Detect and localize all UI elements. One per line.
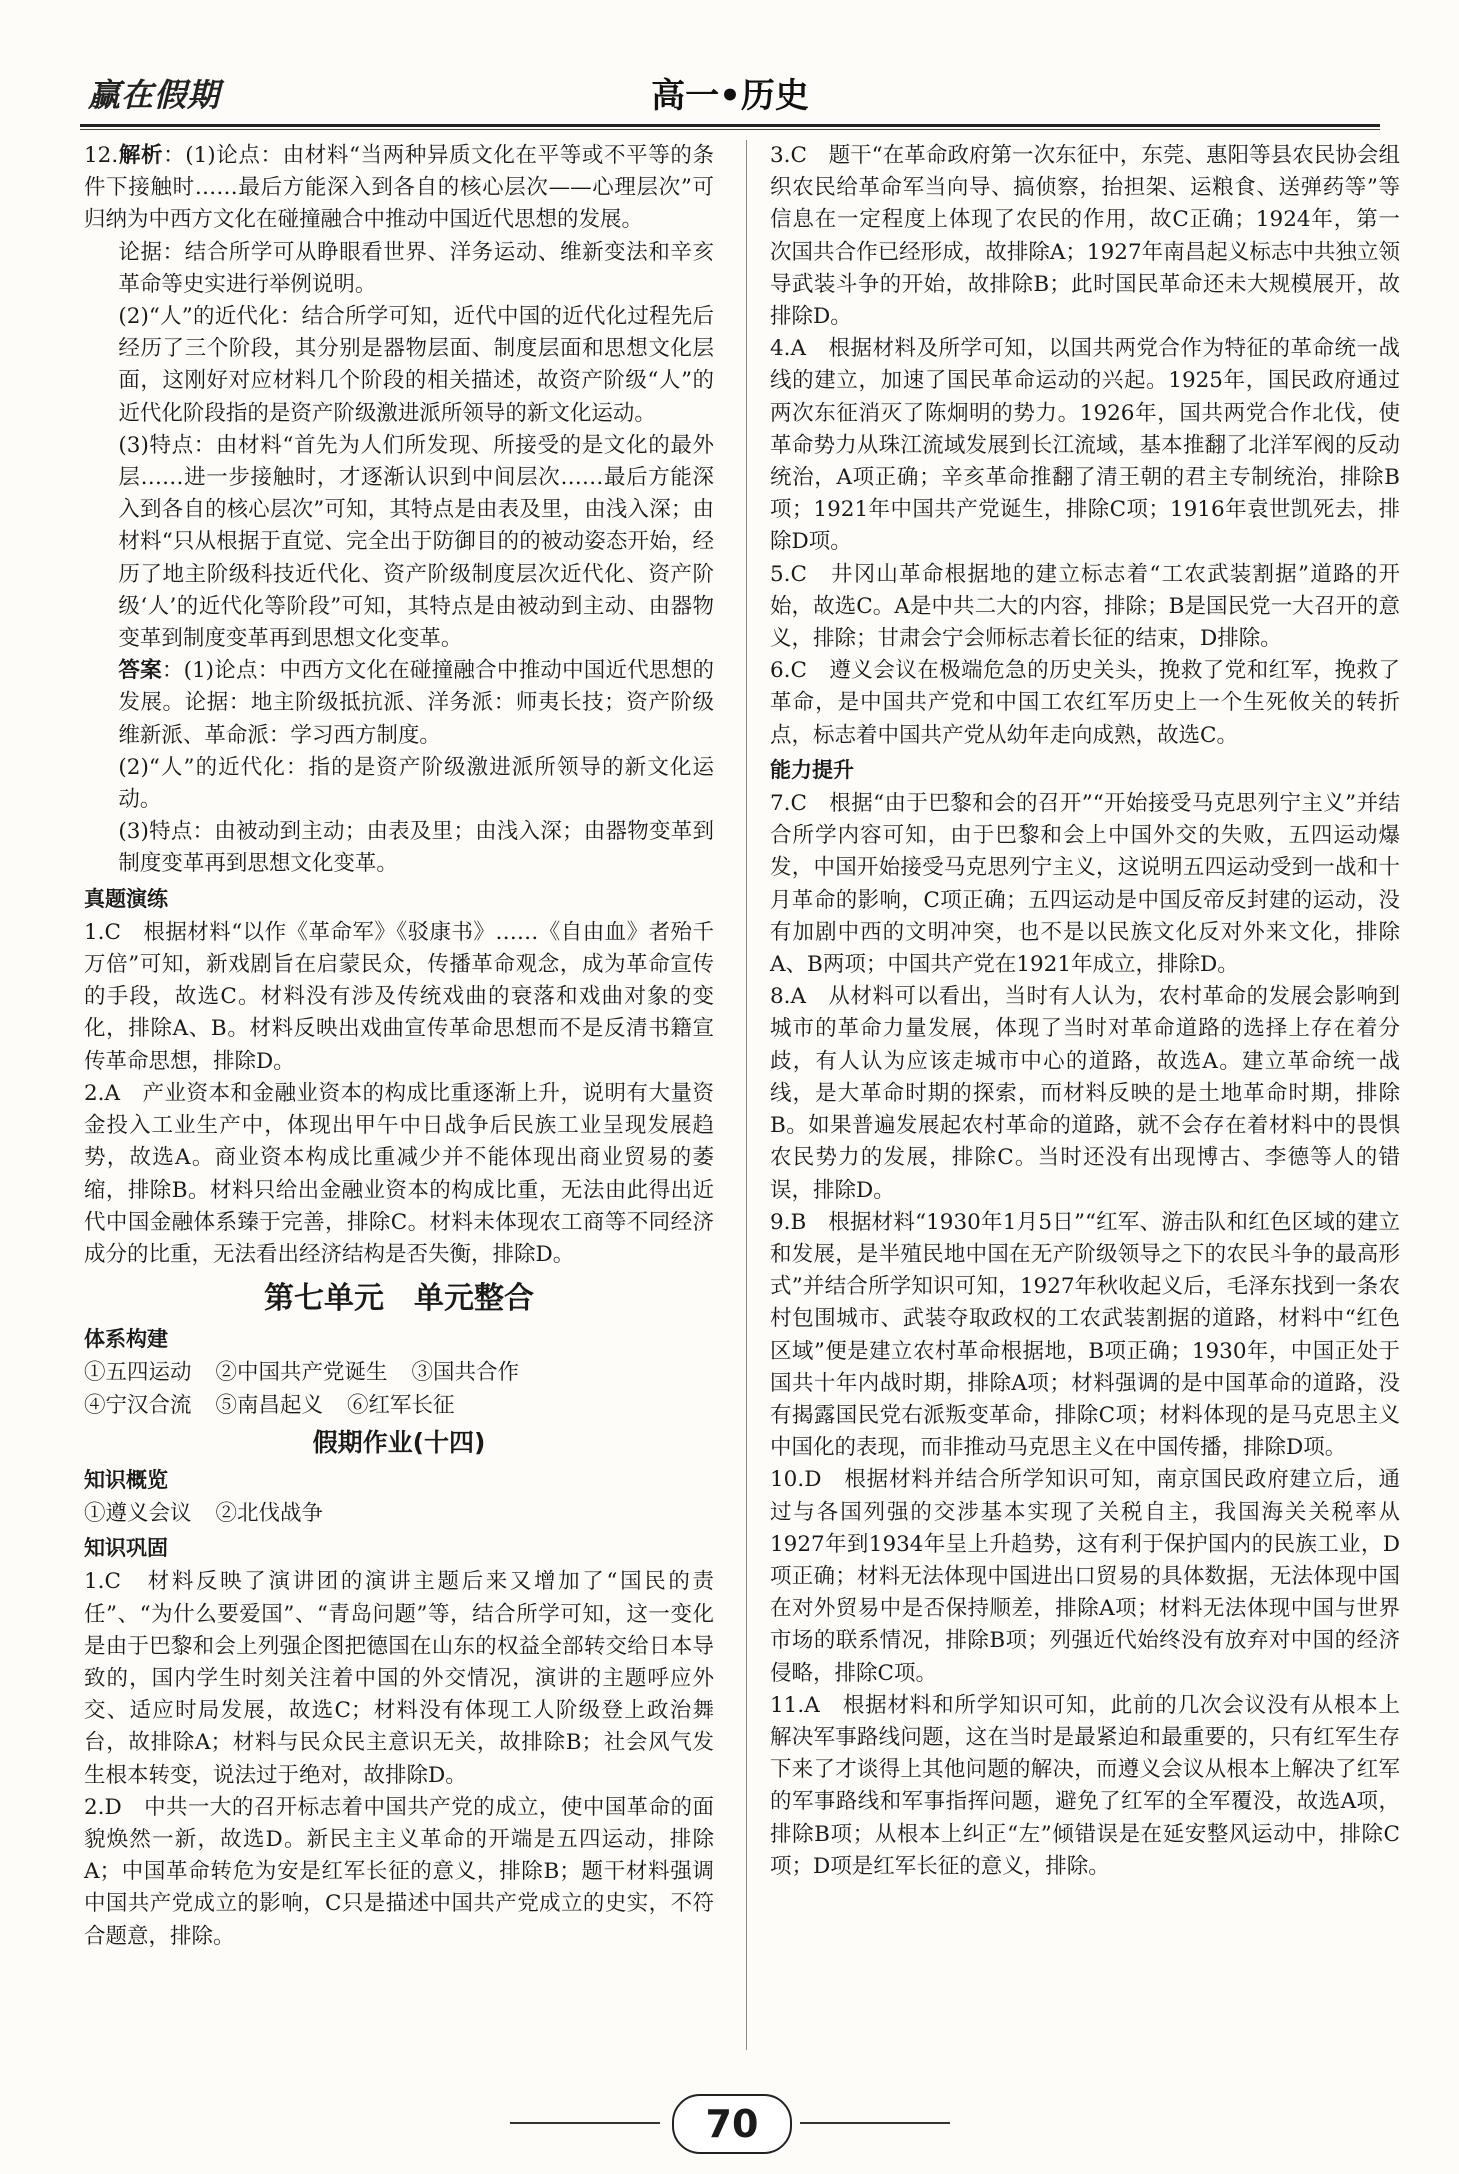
gailan-item: ①遵义会议	[84, 1500, 192, 1526]
q12-answer	[84, 655, 714, 752]
column-divider	[746, 140, 747, 2050]
tixi-item: ①五四运动	[84, 1360, 192, 1386]
homework-title: 假期作业(十四)	[312, 1427, 486, 1457]
gailan-item: ②北伐战争	[215, 1500, 324, 1526]
subject-title: 高一•历史	[651, 76, 809, 116]
q12-analysis	[84, 140, 714, 237]
q12-number: 12.	[84, 143, 119, 168]
page-header	[80, 64, 1380, 120]
q12-a3: (3)特点：由被动到主动；由表及里；由浅入深；由器物变革到制度变革再到思想文化变革。	[118, 819, 714, 877]
section-nengli: 能力提升	[770, 757, 854, 782]
r7-item: 7.C 根据“由于巴黎和会的召开”“开始接受马克思列宁主义”并结合所学内容可知，由于巴黎和会上中国外交的失败，五四运动爆发，中国开始接受马克思列宁主义，这说明五四运动受到一战和十月革命的影响，C项正确；五四运动是中国反帝反封建的运动，没有加剧中西的文明冲突，也不是以民族文化反对外来文化，排除A、B两项；中国共产党在1921年成立，排除D。	[770, 791, 1400, 978]
q12-p3: (2)“人”的近代化：结合所学可知，近代中国的近代化过程先后经历了三个阶段，其分别是器物层面、制度层面和思想文化层面，这刚好对应材料几个阶段的相关描述，故资产阶级“人”的近代化阶段指的是资产阶级激进派所领导的新文化运动。	[118, 304, 714, 426]
q12-a2: (2)“人”的近代化：指的是资产阶级激进派所领导的新文化运动。	[118, 754, 714, 813]
footer-rule-left	[510, 2122, 660, 2124]
r3-item: 3.C 题干“在革命政府第一次东征中，东莞、惠阳等县农民协会组织农民给革命军当向导、搞侦察，抬担架、运粮食、送弹药等”等信息在一定程度上体现了农民的作用，故C正确；1924年，第一次国共合作已经形成，故排除A；1927年南昌起义标志中共独立领导武装斗争的开始，故排除B；此时国民革命还未大规模展开，故排除D。	[770, 143, 1400, 330]
q12-p2: 论据：结合所学可从睁眼看世界、洋务运动、维新变法和辛亥革命等史实进行举例说明。	[118, 239, 714, 297]
g1-item: 1.C 材料反映了演讲团的演讲主题后来又增加了“国民的责任”、“为什么要爱国”、“青岛问题”等，结合所学可知，这一变化是由于巴黎和会上列强企图把德国在山东的权益全部转交给日本导致的，国内学生时刻关注着中国的外交情况，演讲的主题呼应外交、适应时局发展，故选C；材料没有体现工人阶级登上政治舞台，故排除A；材料与民众民主意识无关，故排除B；社会风气发生根本转变，说法过于绝对，故排除D。	[84, 1569, 714, 1788]
brand-logo: 赢在假期	[88, 76, 221, 114]
tixi-item: ③国共合作	[411, 1360, 520, 1386]
section-gonggu: 知识巩固	[84, 1536, 168, 1561]
z2-item: 2.A 产业资本和金融业资本的构成比重逐渐上升，说明有大量资金投入工业生产中，体现出甲午中日战争后民族工业呈现发展趋势，故选A。商业资本构成比重减少并不能体现出商业贸易的萎缩，排除B。材料只给出金融业资本的构成比重，无法由此得出近代中国金融体系臻于完善，排除C。材料未体现农工商等不同经济成分的比重，无法看出经济结构是否失衡，排除D。	[84, 1080, 714, 1267]
section-zhenti: 真题演练	[84, 886, 168, 911]
r8-item: 8.A 从材料可以看出，当时有人认为，农村革命的发展会影响到城市的革命力量发展，体现了当时对革命道路的选择上存在着分歧，有人认为应该走城市中心的道路，故选A。建立革命统一战线，是大革命时期的探索，而材料反映的是土地革命时期，排除B。如果普遍发展起农村革命的道路，就不会存在着材料中的畏惧农民势力的发展，排除C。当时还没有出现博古、李德等人的错误，排除D。	[770, 984, 1400, 1203]
analysis-label: 解析	[118, 143, 164, 168]
answer-label: 答案	[118, 658, 162, 684]
tixi-row-1	[84, 1357, 714, 1389]
r10-item: 10.D 根据材料并结合所学知识可知，南京国民政府建立后，通过与各国列强的交涉基本实现了关税自主，我国海关关税率从1927年到1934年呈上升趋势，这有利于保护国内的民族工业，D项正确；材料无法体现中国进出口贸易的具体数据，无法体现中国在对外贸易中是否保持顺差，排除A项；材料无法体现中国与世界市场的联系情况，排除B项；列强近代始终没有放弃对中国的经济侵略，排除C项。	[770, 1467, 1400, 1686]
r9-item: 9.B 根据材料“1930年1月5日”“红军、游击队和红色区域的建立和发展，是半殖民地中国在无产阶级领导之下的农民斗争的最高形式”并结合所学知识可知，1927年秋收起义后，毛泽东找到一条农村包围城市、武装夺取政权的工农武装割据的道路，材料中“红色区域”便是建立农村革命根据地，B项正确；1930年，中国正处于国共十年内战时期，排除A项；材料强调的是中国革命的道路，没有揭露国民党右派叛变革命，排除C项；材料体现的是马克思主义中国化的表现，而非推动马克思主义在中国传播，排除D项。	[770, 1209, 1400, 1461]
footer-rule-right	[800, 2122, 950, 2124]
tixi-item: ②中国共产党诞生	[215, 1360, 388, 1386]
header-rule	[80, 124, 1380, 127]
unit-title: 第七单元 单元整合	[264, 1281, 534, 1317]
z1-item: 1.C 根据材料“以作《革命军》《驳康书》……《自由血》者殆千万倍”可知，新戏剧旨在启蒙民众，传播革命观念，成为革命宣传的手段，故选C。材料没有涉及传统戏曲的衰落和戏曲对象的变化，排除A、B。材料反映出戏曲宣传革命思想而不是反清书籍宣传革命思想，排除D。	[84, 919, 714, 1074]
header-rule-thin	[80, 129, 1380, 130]
r6-item: 6.C 遵义会议在极端危急的历史关头，挽救了党和红军，挽救了革命，是中国共产党和中国工农红军历史上一个生死攸关的转折点，标志着中国共产党从幼年走向成熟，故选C。	[770, 658, 1400, 748]
page-number: 70	[672, 2094, 792, 2154]
r4-item: 4.A 根据材料及所学可知，以国共两党合作为特征的革命统一战线的建立，加速了国民革命运动的兴起。1925年，国民政府通过两次东征消灭了陈炯明的势力。1926年，国共两党合作北伐，使革命势力从珠江流域发展到长江流域，基本推翻了北洋军阀的反动统治，A项正确；辛亥革命推翻了清王朝的君主专制统治，排除B项；1921年中国共产党诞生，排除C项；1916年袁世凯死去，排除D项。	[770, 336, 1400, 555]
section-tixi: 体系构建	[84, 1327, 168, 1352]
q12-p1: ：(1)论点：由材料“当两种异质文化在平等或不平等的条件下接触时……最后方能深入到各自的核心层次——心理层次”可归纳为中西方文化在碰撞融合中推动中国近代思想的发展。	[84, 143, 714, 233]
left-column	[84, 140, 714, 1953]
q12-a1: ：(1)论点：中西方文化在碰撞融合中推动中国近代思想的发展。论据：地主阶级抵抗派、洋务派：师夷长技；资产阶级维新派、革命派：学习西方制度。	[118, 658, 714, 748]
right-column	[770, 140, 1400, 1883]
r5-item: 5.C 井冈山革命根据地的建立标志着“工农武装割据”道路的开始，故选C。A是中共二大的内容，排除；B是国民党一大召开的意义，排除；甘肃会宁会师标志着长征的结束，D排除。	[770, 561, 1400, 652]
tixi-item: ④宁汉合流	[84, 1392, 192, 1418]
section-gailan: 知识概览	[84, 1467, 168, 1492]
tixi-item: ⑤南昌起义	[215, 1392, 324, 1418]
gailan-row	[84, 1498, 714, 1530]
g2-item: 2.D 中共一大的召开标志着中国共产党的成立，使中国革命的面貌焕然一新，故选D。新民主主义革命的开端是五四运动，排除A；中国革命转危为安是红军长征的意义，排除B；题干材料强调中国共产党成立的影响，C只是描述中国共产党成立的史实，不符合题意，排除。	[84, 1794, 714, 1949]
tixi-row-2	[84, 1390, 714, 1422]
tixi-item: ⑥红军长征	[347, 1392, 455, 1418]
r11-item: 11.A 根据材料和所学知识可知，此前的几次会议没有从根本上解决军事路线问题，这在当时是最紧迫和最重要的，只有红军生存下来了才谈得上其他问题的解决，而遵义会议从根本上解决了红军的军事路线和军事指挥问题，避免了红军的全军覆没，故选A项，排除B项；从根本上纠正“左”倾错误是在延安整风运动中，排除C项；D项是红军长征的意义，排除。	[770, 1692, 1400, 1879]
q12-p4: (3)特点：由材料“首先为人们所发现、所接受的是文化的最外层……进一步接触时，才逐渐认识到中间层次……最后方能深入到各自的核心层次”可知，其特点是由表及里，由浅入深；由材料“只从根据于直觉、完全出于防御目的的被动姿态开始，经历了地主阶级科技近代化、资产阶级制度层次近代化、资产阶级‘人’的近代化等阶段”可知，其特点是由被动到主动、由器物变革到制度变革再到思想文化变革。	[118, 432, 714, 652]
